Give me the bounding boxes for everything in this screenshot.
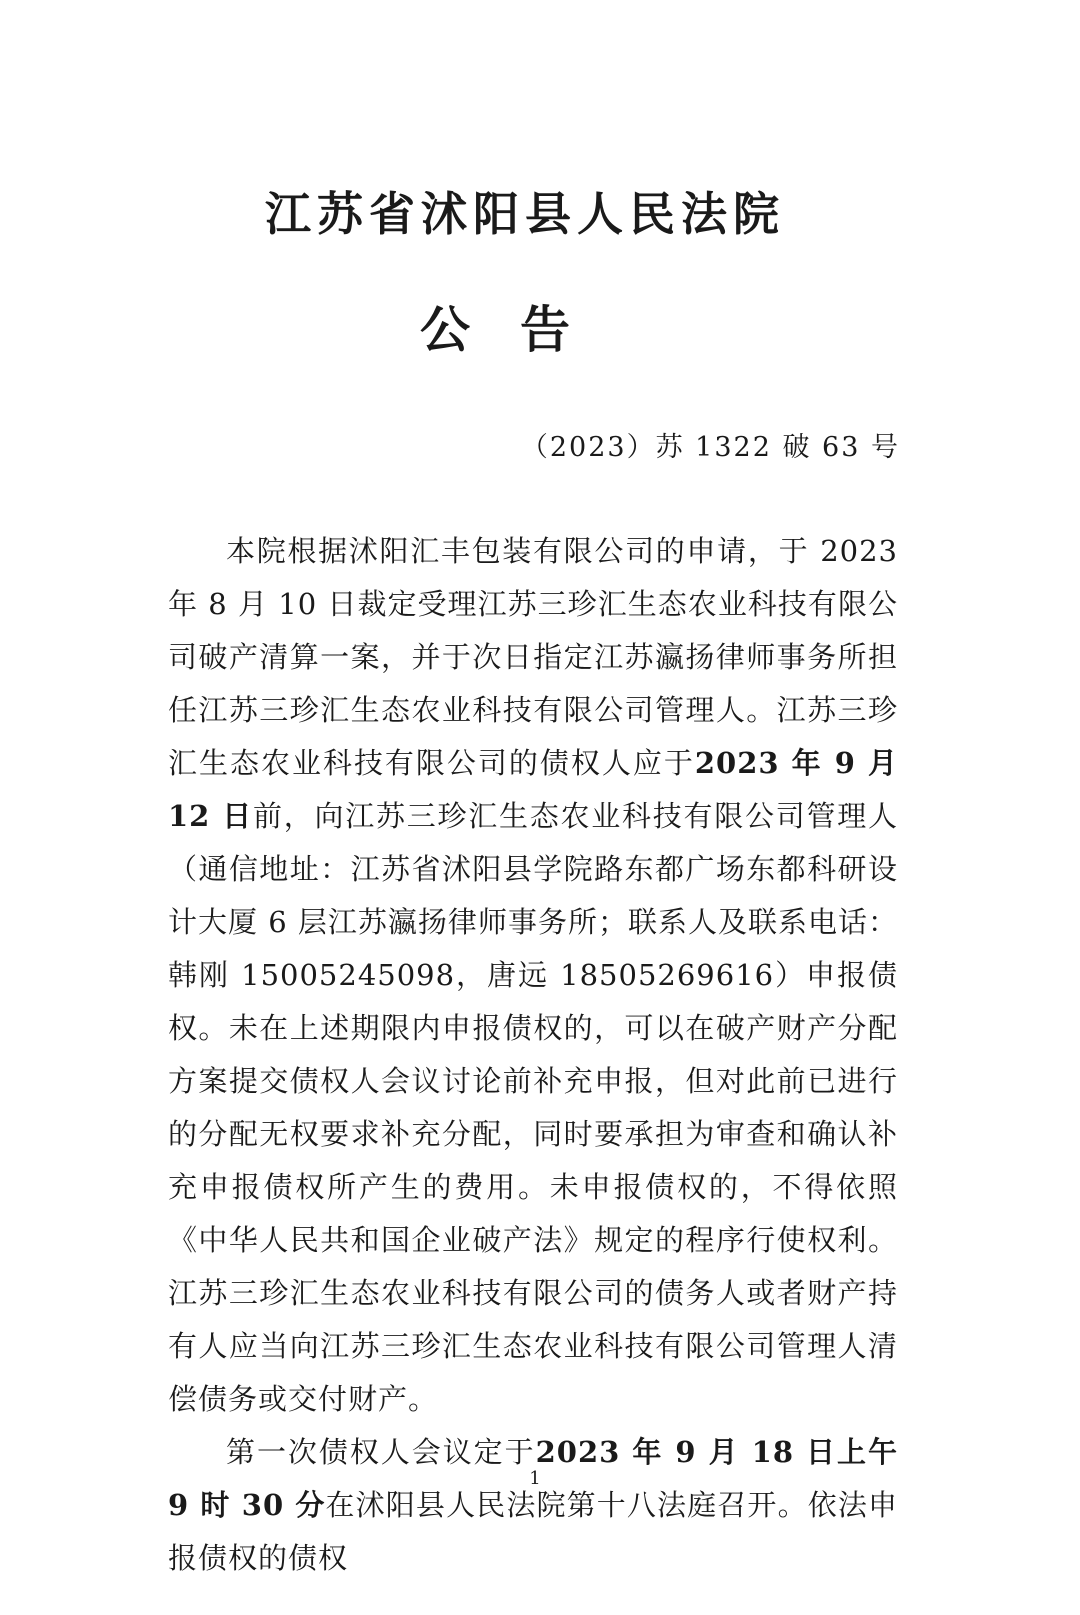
- paragraph-2: [168, 1426, 898, 1585]
- claim-deadline: 2023 年 9 月 12 日: [168, 746, 898, 833]
- case-number: （2023）苏 1322 破 63 号: [520, 432, 900, 463]
- paragraph-2-text-b: 在沭阳县人民法院第十八法庭召开。依法申报债权的债权: [168, 1488, 898, 1575]
- paragraph-2-text-a: 第一次债权人会议定于: [226, 1435, 536, 1469]
- paragraph-1: [168, 525, 898, 1426]
- paragraph-1-text-a: 本院根据沭阳汇丰包装有限公司的申请，于 2023 年 8 月 10 日裁定受理江苏三珍汇生态农业科技有限公司破产清算一案，并于次日指定江苏瀛扬律师事务所担任江苏三珍汇生态农业科技有限公司管理人。江苏三珍汇生态农业科技有限公司的债权人应于: [168, 534, 898, 780]
- document-title: 公告: [420, 301, 620, 359]
- paragraph-1-text-b: 前，向江苏三珍汇生态农业科技有限公司管理人（通信地址：江苏省沭阳县学院路东都广场东都科研设计大厦 6 层江苏瀛扬律师事务所；联系人及联系电话：韩刚 15005245098，唐远 18505269616）申报债权。未在上述期限内申报债权的，可以在破产财产分配方案提交债权人会议讨论前补充申报，但对此前已进行的分配无权要求补充分配，同时要承担为审查和确认补充申报债权所产生的费用。未申报债权的，不得依照《中华人民共和国企业破产法》规定的程序行使权利。江苏三珍汇生态农业科技有限公司的债务人或者财产持有人应当向江苏三珍汇生态农业科技有限公司管理人清偿债务或交付财产。: [168, 799, 898, 1416]
- notice-body: [168, 525, 898, 1585]
- meeting-time: 2023 年 9 月 18 日上午 9 时 30 分: [168, 1435, 898, 1522]
- court-name: 江苏省沭阳县人民法院: [265, 187, 785, 241]
- page-number: 1: [529, 1468, 541, 1489]
